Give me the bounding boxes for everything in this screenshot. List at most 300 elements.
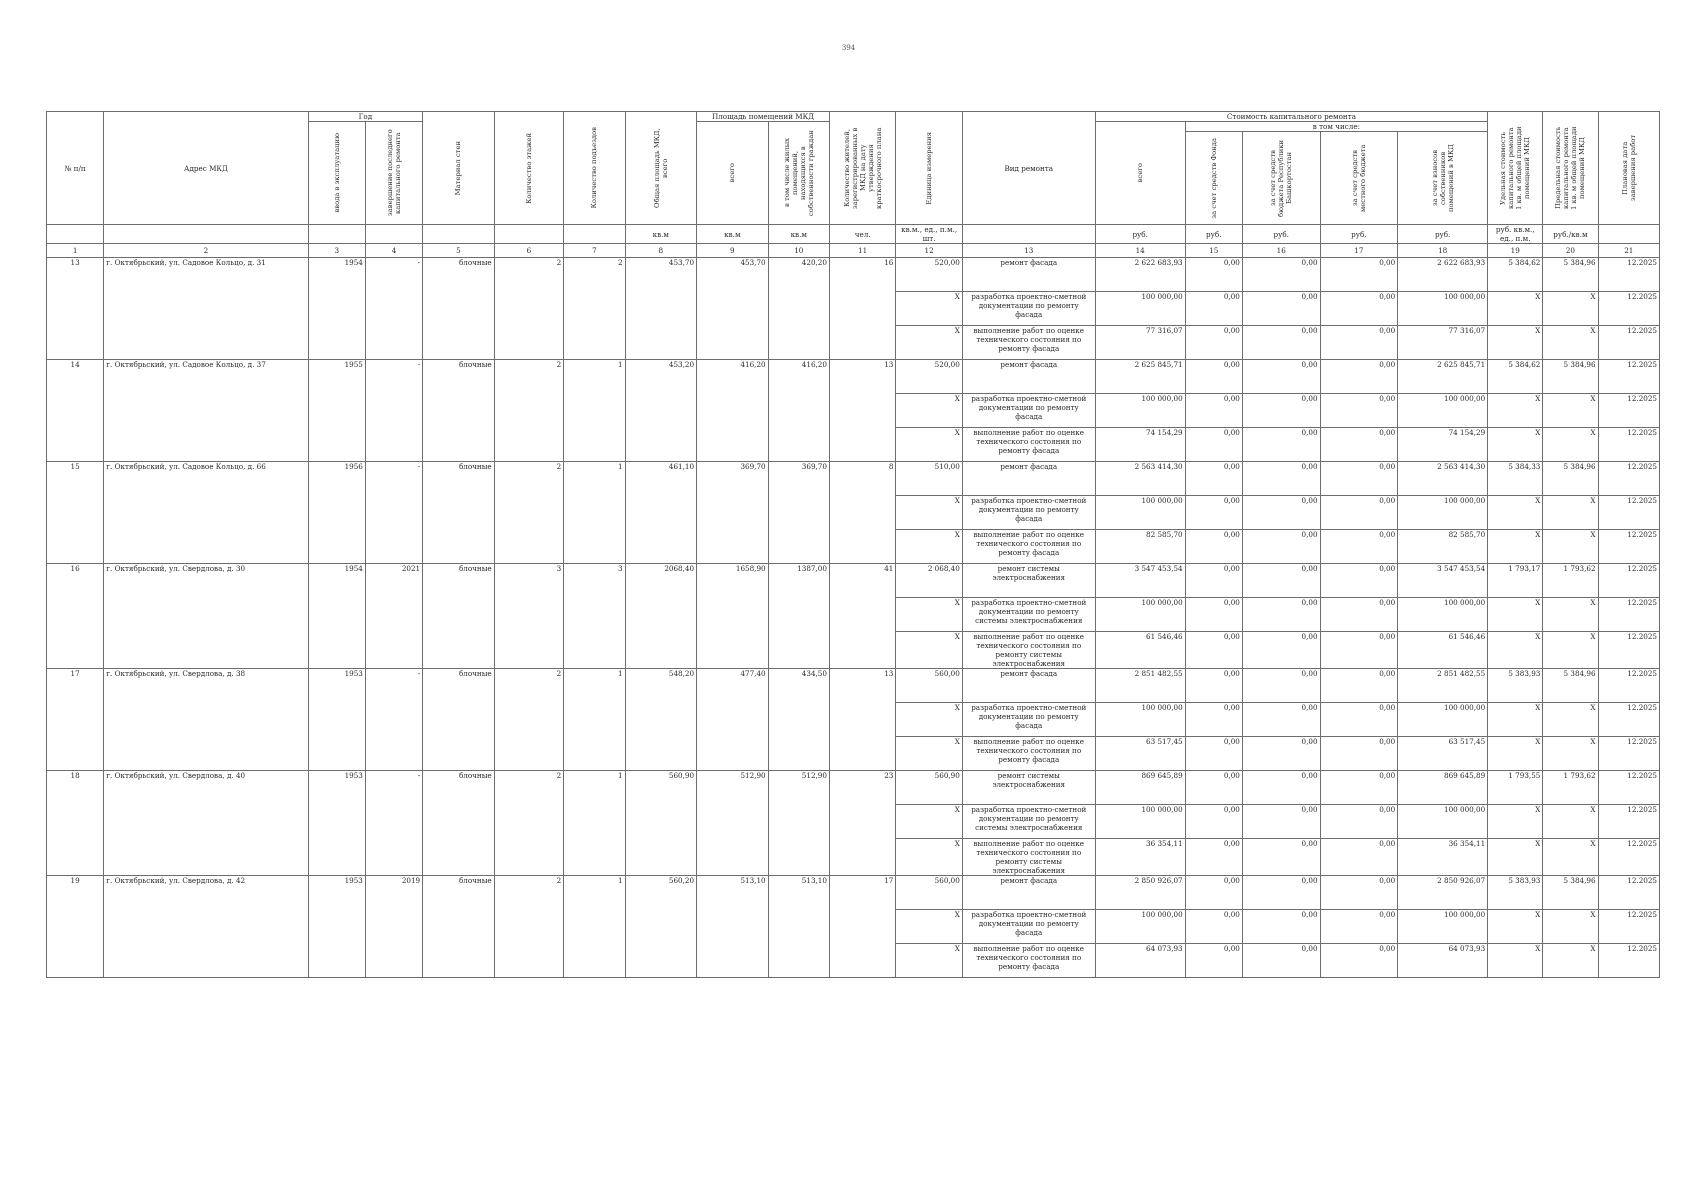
unit-12: кв.м., ед., п.м., шт. — [896, 225, 962, 244]
cost-total: 2 850 926,07 — [1095, 876, 1185, 910]
cost-rb-budget: 0,00 — [1242, 771, 1320, 805]
cost-total: 2 625 845,71 — [1095, 360, 1185, 394]
cost-fund: 0,00 — [1185, 564, 1242, 598]
repair-plan-table — [46, 111, 1660, 978]
wall-material: блочные — [423, 669, 495, 771]
cost-rb-budget: 0,00 — [1242, 360, 1320, 394]
work-name: выполнение работ по оценке технического состояния по ремонту фасада — [962, 428, 1095, 462]
work-name: разработка проектно-сметной документации по ремонту фасада — [962, 910, 1095, 944]
cost-fund: 0,00 — [1185, 632, 1242, 669]
cost-fund: 0,00 — [1185, 598, 1242, 632]
limit-cost: X — [1543, 292, 1598, 326]
premises-area: 1658,90 — [697, 564, 769, 669]
limit-cost: X — [1543, 428, 1598, 462]
table-row — [47, 771, 1660, 805]
cost-fund: 0,00 — [1185, 910, 1242, 944]
last-repair-year: 2021 — [365, 564, 422, 669]
row-number: 16 — [47, 564, 104, 669]
planned-date: 12.2025 — [1598, 669, 1659, 703]
header-col12: Единица измерения — [896, 112, 962, 225]
unit-cost: 1 793,55 — [1488, 771, 1543, 805]
planned-date: 12.2025 — [1598, 428, 1659, 462]
planned-date: 12.2025 — [1598, 632, 1659, 669]
planned-date: 12.2025 — [1598, 805, 1659, 839]
unit-9: кв.м — [697, 225, 769, 244]
cost-local-budget: 0,00 — [1320, 564, 1398, 598]
cost-total: 100 000,00 — [1095, 496, 1185, 530]
header-col1: № п/п — [47, 112, 104, 225]
unit-cost: X — [1488, 944, 1543, 978]
cost-rb-budget: 0,00 — [1242, 737, 1320, 771]
limit-cost: 1 793,62 — [1543, 771, 1598, 805]
cost-local-budget: 0,00 — [1320, 292, 1398, 326]
planned-date: 12.2025 — [1598, 496, 1659, 530]
residents-count: 13 — [829, 669, 895, 771]
header-col4: завершение последнего капитального ремонта — [365, 122, 422, 225]
cost-local-budget: 0,00 — [1320, 669, 1398, 703]
header-area-group: Площадь помещений МКД — [697, 112, 830, 122]
header-cost-group: Стоимость капитального ремонта — [1095, 112, 1487, 122]
planned-date: 12.2025 — [1598, 839, 1659, 876]
commission-year: 1953 — [308, 669, 365, 771]
unit-cost: X — [1488, 910, 1543, 944]
total-area: 560,90 — [625, 771, 697, 876]
work-unit: X — [896, 805, 962, 839]
cost-local-budget: 0,00 — [1320, 771, 1398, 805]
column-number: 20 — [1543, 244, 1598, 258]
address: г. Октябрьский, ул. Свердлова, д. 42 — [104, 876, 308, 978]
unit-8: кв.м — [625, 225, 697, 244]
work-name: ремонт фасада — [962, 258, 1095, 292]
residents-count: 16 — [829, 258, 895, 360]
cost-owners: 74 154,29 — [1398, 428, 1488, 462]
work-name: ремонт фасада — [962, 360, 1095, 394]
cost-fund: 0,00 — [1185, 462, 1242, 496]
column-number: 6 — [494, 244, 564, 258]
work-name: разработка проектно-сметной документации по ремонту системы электроснабжения — [962, 598, 1095, 632]
header-col3: ввода в эксплуатацию — [308, 122, 365, 225]
cost-fund: 0,00 — [1185, 496, 1242, 530]
column-number: 18 — [1398, 244, 1488, 258]
wall-material: блочные — [423, 360, 495, 462]
work-unit: X — [896, 394, 962, 428]
cost-rb-budget: 0,00 — [1242, 428, 1320, 462]
unit-cost: 5 383,93 — [1488, 669, 1543, 703]
cost-owners: 61 546,46 — [1398, 632, 1488, 669]
work-unit: X — [896, 703, 962, 737]
work-unit: 510,00 — [896, 462, 962, 496]
limit-cost: 5 384,96 — [1543, 360, 1598, 394]
floors-count: 2 — [494, 258, 564, 360]
row-number: 17 — [47, 669, 104, 771]
work-unit: X — [896, 530, 962, 564]
cost-owners: 2 563 414,30 — [1398, 462, 1488, 496]
cost-total: 64 073,93 — [1095, 944, 1185, 978]
cost-fund: 0,00 — [1185, 944, 1242, 978]
cost-local-budget: 0,00 — [1320, 910, 1398, 944]
unit-20: руб./кв.м — [1543, 225, 1598, 244]
unit-cost: 5 384,62 — [1488, 258, 1543, 292]
residential-area: 434,50 — [768, 669, 829, 771]
cost-owners: 2 622 683,93 — [1398, 258, 1488, 292]
unit-cost: X — [1488, 703, 1543, 737]
header-col7: Количество подъездов — [564, 112, 625, 225]
work-name: разработка проектно-сметной документации по ремонту фасада — [962, 703, 1095, 737]
unit-cost: X — [1488, 530, 1543, 564]
residents-count: 17 — [829, 876, 895, 978]
wall-material: блочные — [423, 564, 495, 669]
cost-rb-budget: 0,00 — [1242, 910, 1320, 944]
limit-cost: X — [1543, 632, 1598, 669]
column-numbers-row — [47, 244, 1660, 258]
column-number: 12 — [896, 244, 962, 258]
cost-local-budget: 0,00 — [1320, 805, 1398, 839]
last-repair-year: 2019 — [365, 876, 422, 978]
floors-count: 2 — [494, 771, 564, 876]
header-col5: Материал стен — [423, 112, 495, 225]
cost-rb-budget: 0,00 — [1242, 876, 1320, 910]
unit-cost: X — [1488, 839, 1543, 876]
work-unit: X — [896, 910, 962, 944]
planned-date: 12.2025 — [1598, 530, 1659, 564]
residents-count: 23 — [829, 771, 895, 876]
cost-fund: 0,00 — [1185, 360, 1242, 394]
limit-cost: X — [1543, 326, 1598, 360]
entrances-count: 3 — [564, 564, 625, 669]
work-unit: X — [896, 292, 962, 326]
cost-owners: 2 850 926,07 — [1398, 876, 1488, 910]
work-unit: 560,90 — [896, 771, 962, 805]
cost-rb-budget: 0,00 — [1242, 669, 1320, 703]
column-number: 17 — [1320, 244, 1398, 258]
row-number: 18 — [47, 771, 104, 876]
cost-owners: 3 547 453,54 — [1398, 564, 1488, 598]
work-name: разработка проектно-сметной документации по ремонту системы электроснабжения — [962, 805, 1095, 839]
cost-local-budget: 0,00 — [1320, 632, 1398, 669]
planned-date: 12.2025 — [1598, 598, 1659, 632]
address: г. Октябрьский, ул. Садовое Кольцо, д. 66 — [104, 462, 308, 564]
cost-owners: 2 851 482,55 — [1398, 669, 1488, 703]
premises-area: 512,90 — [697, 771, 769, 876]
column-number: 2 — [104, 244, 308, 258]
header-year-group: Год — [308, 112, 422, 122]
address: г. Октябрьский, ул. Свердлова, д. 30 — [104, 564, 308, 669]
cost-rb-budget: 0,00 — [1242, 944, 1320, 978]
column-number: 9 — [697, 244, 769, 258]
cost-total: 3 547 453,54 — [1095, 564, 1185, 598]
cost-fund: 0,00 — [1185, 428, 1242, 462]
unit-11: чел. — [829, 225, 895, 244]
work-name: разработка проектно-сметной документации по ремонту фасада — [962, 292, 1095, 326]
unit-cost: X — [1488, 737, 1543, 771]
cost-local-budget: 0,00 — [1320, 839, 1398, 876]
column-number: 19 — [1488, 244, 1543, 258]
header-col13: Вид ремонта — [962, 112, 1095, 225]
limit-cost: X — [1543, 703, 1598, 737]
residential-area: 1387,00 — [768, 564, 829, 669]
commission-year: 1955 — [308, 360, 365, 462]
work-name: выполнение работ по оценке технического состояния по ремонту фасада — [962, 326, 1095, 360]
cost-local-budget: 0,00 — [1320, 737, 1398, 771]
residential-area: 513,10 — [768, 876, 829, 978]
cost-total: 100 000,00 — [1095, 598, 1185, 632]
limit-cost: 5 384,96 — [1543, 876, 1598, 910]
cost-fund: 0,00 — [1185, 771, 1242, 805]
work-unit: X — [896, 737, 962, 771]
column-number: 21 — [1598, 244, 1659, 258]
limit-cost: 5 384,96 — [1543, 669, 1598, 703]
row-number: 14 — [47, 360, 104, 462]
cost-rb-budget: 0,00 — [1242, 564, 1320, 598]
residential-area: 416,20 — [768, 360, 829, 462]
work-unit: X — [896, 598, 962, 632]
cost-rb-budget: 0,00 — [1242, 839, 1320, 876]
entrances-count: 1 — [564, 462, 625, 564]
unit-cost: X — [1488, 428, 1543, 462]
unit-10: кв.м — [768, 225, 829, 244]
planned-date: 12.2025 — [1598, 462, 1659, 496]
header-col6: Количество этажей — [494, 112, 564, 225]
planned-date: 12.2025 — [1598, 944, 1659, 978]
residential-area: 512,90 — [768, 771, 829, 876]
cost-total: 61 546,46 — [1095, 632, 1185, 669]
cost-local-budget: 0,00 — [1320, 326, 1398, 360]
planned-date: 12.2025 — [1598, 258, 1659, 292]
cost-owners: 2 625 845,71 — [1398, 360, 1488, 394]
entrances-count: 1 — [564, 360, 625, 462]
work-unit: X — [896, 944, 962, 978]
cost-total: 2 622 683,93 — [1095, 258, 1185, 292]
planned-date: 12.2025 — [1598, 737, 1659, 771]
work-name: выполнение работ по оценке технического состояния по ремонту системы электроснабжения — [962, 839, 1095, 876]
cost-total: 100 000,00 — [1095, 703, 1185, 737]
cost-total: 100 000,00 — [1095, 292, 1185, 326]
cost-local-budget: 0,00 — [1320, 944, 1398, 978]
cost-fund: 0,00 — [1185, 737, 1242, 771]
address: г. Октябрьский, ул. Свердлова, д. 38 — [104, 669, 308, 771]
row-number: 15 — [47, 462, 104, 564]
header-incl-group: в том числе: — [1185, 122, 1488, 132]
table-row — [47, 360, 1660, 394]
cost-owners: 869 645,89 — [1398, 771, 1488, 805]
header-col18: за счет взносов собственников помещений в МКД — [1398, 132, 1488, 225]
table-row — [47, 669, 1660, 703]
total-area: 560,20 — [625, 876, 697, 978]
cost-local-budget: 0,00 — [1320, 598, 1398, 632]
page-number: 394 — [841, 44, 856, 52]
last-repair-year: - — [365, 669, 422, 771]
table-row — [47, 462, 1660, 496]
row-number: 19 — [47, 876, 104, 978]
cost-owners: 100 000,00 — [1398, 910, 1488, 944]
limit-cost: X — [1543, 839, 1598, 876]
cost-local-budget: 0,00 — [1320, 703, 1398, 737]
premises-area: 369,70 — [697, 462, 769, 564]
total-area: 461,10 — [625, 462, 697, 564]
cost-owners: 100 000,00 — [1398, 598, 1488, 632]
residents-count: 8 — [829, 462, 895, 564]
unit-cost: X — [1488, 598, 1543, 632]
limit-cost: X — [1543, 805, 1598, 839]
wall-material: блочные — [423, 462, 495, 564]
commission-year: 1953 — [308, 771, 365, 876]
cost-owners: 100 000,00 — [1398, 703, 1488, 737]
cost-rb-budget: 0,00 — [1242, 496, 1320, 530]
cost-total: 74 154,29 — [1095, 428, 1185, 462]
planned-date: 12.2025 — [1598, 326, 1659, 360]
header-col21: Плановая дата завершения работ — [1598, 112, 1659, 225]
work-name: выполнение работ по оценке технического состояния по ремонту фасада — [962, 530, 1095, 564]
table-row — [47, 258, 1660, 292]
total-area: 453,20 — [625, 360, 697, 462]
cost-rb-budget: 0,00 — [1242, 530, 1320, 564]
column-number: 14 — [1095, 244, 1185, 258]
cost-owners: 100 000,00 — [1398, 292, 1488, 326]
work-unit: 560,00 — [896, 669, 962, 703]
header-col16: за счет средств бюджета Республики Башкортостан — [1242, 132, 1320, 225]
cost-total: 100 000,00 — [1095, 805, 1185, 839]
premises-area: 416,20 — [697, 360, 769, 462]
total-area: 453,70 — [625, 258, 697, 360]
column-number: 8 — [625, 244, 697, 258]
unit-17: руб. — [1320, 225, 1398, 244]
work-unit: 520,00 — [896, 258, 962, 292]
unit-cost: X — [1488, 632, 1543, 669]
unit-19: руб. кв.м., ед., п.м. — [1488, 225, 1543, 244]
column-number: 13 — [962, 244, 1095, 258]
unit-cost: 1 793,17 — [1488, 564, 1543, 598]
column-number: 3 — [308, 244, 365, 258]
planned-date: 12.2025 — [1598, 564, 1659, 598]
row-number: 13 — [47, 258, 104, 360]
cost-rb-budget: 0,00 — [1242, 598, 1320, 632]
limit-cost: X — [1543, 737, 1598, 771]
work-unit: X — [896, 839, 962, 876]
cost-rb-budget: 0,00 — [1242, 703, 1320, 737]
column-number: 11 — [829, 244, 895, 258]
planned-date: 12.2025 — [1598, 394, 1659, 428]
cost-owners: 100 000,00 — [1398, 394, 1488, 428]
cost-fund: 0,00 — [1185, 876, 1242, 910]
limit-cost: 1 793,62 — [1543, 564, 1598, 598]
total-area: 2068,40 — [625, 564, 697, 669]
cost-total: 36 354,11 — [1095, 839, 1185, 876]
cost-owners: 100 000,00 — [1398, 496, 1488, 530]
cost-local-budget: 0,00 — [1320, 876, 1398, 910]
cost-total: 100 000,00 — [1095, 910, 1185, 944]
last-repair-year: - — [365, 462, 422, 564]
cost-total: 869 645,89 — [1095, 771, 1185, 805]
column-number: 1 — [47, 244, 104, 258]
unit-cost: 5 383,93 — [1488, 876, 1543, 910]
commission-year: 1956 — [308, 462, 365, 564]
entrances-count: 1 — [564, 876, 625, 978]
entrances-count: 1 — [564, 771, 625, 876]
work-name: разработка проектно-сметной документации по ремонту фасада — [962, 394, 1095, 428]
column-number: 5 — [423, 244, 495, 258]
planned-date: 12.2025 — [1598, 360, 1659, 394]
limit-cost: X — [1543, 394, 1598, 428]
column-number: 10 — [768, 244, 829, 258]
unit-18: руб. — [1398, 225, 1488, 244]
commission-year: 1954 — [308, 564, 365, 669]
cost-fund: 0,00 — [1185, 394, 1242, 428]
work-name: разработка проектно-сметной документации по ремонту фасада — [962, 496, 1095, 530]
address: г. Октябрьский, ул. Садовое Кольцо, д. 37 — [104, 360, 308, 462]
cost-local-budget: 0,00 — [1320, 462, 1398, 496]
work-unit: X — [896, 326, 962, 360]
limit-cost: 5 384,96 — [1543, 258, 1598, 292]
cost-rb-budget: 0,00 — [1242, 326, 1320, 360]
unit-15: руб. — [1185, 225, 1242, 244]
work-name: выполнение работ по оценке технического состояния по ремонту фасада — [962, 737, 1095, 771]
cost-rb-budget: 0,00 — [1242, 292, 1320, 326]
work-unit: 520,00 — [896, 360, 962, 394]
cost-local-budget: 0,00 — [1320, 258, 1398, 292]
work-unit: 560,00 — [896, 876, 962, 910]
header-col19: Удельная стоимость капитального ремонта 1 кв. м общей площади помещений МКД — [1488, 112, 1543, 225]
cost-fund: 0,00 — [1185, 326, 1242, 360]
table-body — [47, 258, 1660, 978]
entrances-count: 1 — [564, 669, 625, 771]
cost-local-budget: 0,00 — [1320, 394, 1398, 428]
residential-area: 420,20 — [768, 258, 829, 360]
cost-fund: 0,00 — [1185, 805, 1242, 839]
cost-owners: 77 316,07 — [1398, 326, 1488, 360]
limit-cost: 5 384,96 — [1543, 462, 1598, 496]
cost-local-budget: 0,00 — [1320, 496, 1398, 530]
header-col20: Предельная стоимость капитального ремонта 1 кв. м общей площади помещений МКД — [1543, 112, 1598, 225]
cost-owners: 63 517,45 — [1398, 737, 1488, 771]
header-col11: Количество жителей, зарегистрированных в МКД на дату утверждения краткосрочного плана — [829, 112, 895, 225]
unit-cost: X — [1488, 394, 1543, 428]
table-row — [47, 564, 1660, 598]
floors-count: 2 — [494, 876, 564, 978]
residents-count: 13 — [829, 360, 895, 462]
unit-cost: X — [1488, 326, 1543, 360]
unit-cost: X — [1488, 496, 1543, 530]
header-col9: всего — [697, 122, 769, 225]
cost-owners: 64 073,93 — [1398, 944, 1488, 978]
limit-cost: X — [1543, 530, 1598, 564]
work-name: ремонт фасада — [962, 876, 1095, 910]
header-col8: Общая площадь МКД, всего — [625, 112, 697, 225]
cost-owners: 36 354,11 — [1398, 839, 1488, 876]
limit-cost: X — [1543, 598, 1598, 632]
cost-rb-budget: 0,00 — [1242, 394, 1320, 428]
column-number: 16 — [1242, 244, 1320, 258]
floors-count: 3 — [494, 564, 564, 669]
header-col14: всего — [1095, 122, 1185, 225]
cost-total: 2 563 414,30 — [1095, 462, 1185, 496]
limit-cost: X — [1543, 496, 1598, 530]
cost-fund: 0,00 — [1185, 530, 1242, 564]
cost-total: 82 585,70 — [1095, 530, 1185, 564]
floors-count: 2 — [494, 669, 564, 771]
unit-cost: 5 384,62 — [1488, 360, 1543, 394]
entrances-count: 2 — [564, 258, 625, 360]
cost-fund: 0,00 — [1185, 258, 1242, 292]
work-name: выполнение работ по оценке технического состояния по ремонту фасада — [962, 944, 1095, 978]
cost-fund: 0,00 — [1185, 839, 1242, 876]
header-col17: за счет средств местного бюджета — [1320, 132, 1398, 225]
cost-owners: 100 000,00 — [1398, 805, 1488, 839]
cost-total: 100 000,00 — [1095, 394, 1185, 428]
cost-owners: 82 585,70 — [1398, 530, 1488, 564]
wall-material: блочные — [423, 876, 495, 978]
residents-count: 41 — [829, 564, 895, 669]
limit-cost: X — [1543, 944, 1598, 978]
